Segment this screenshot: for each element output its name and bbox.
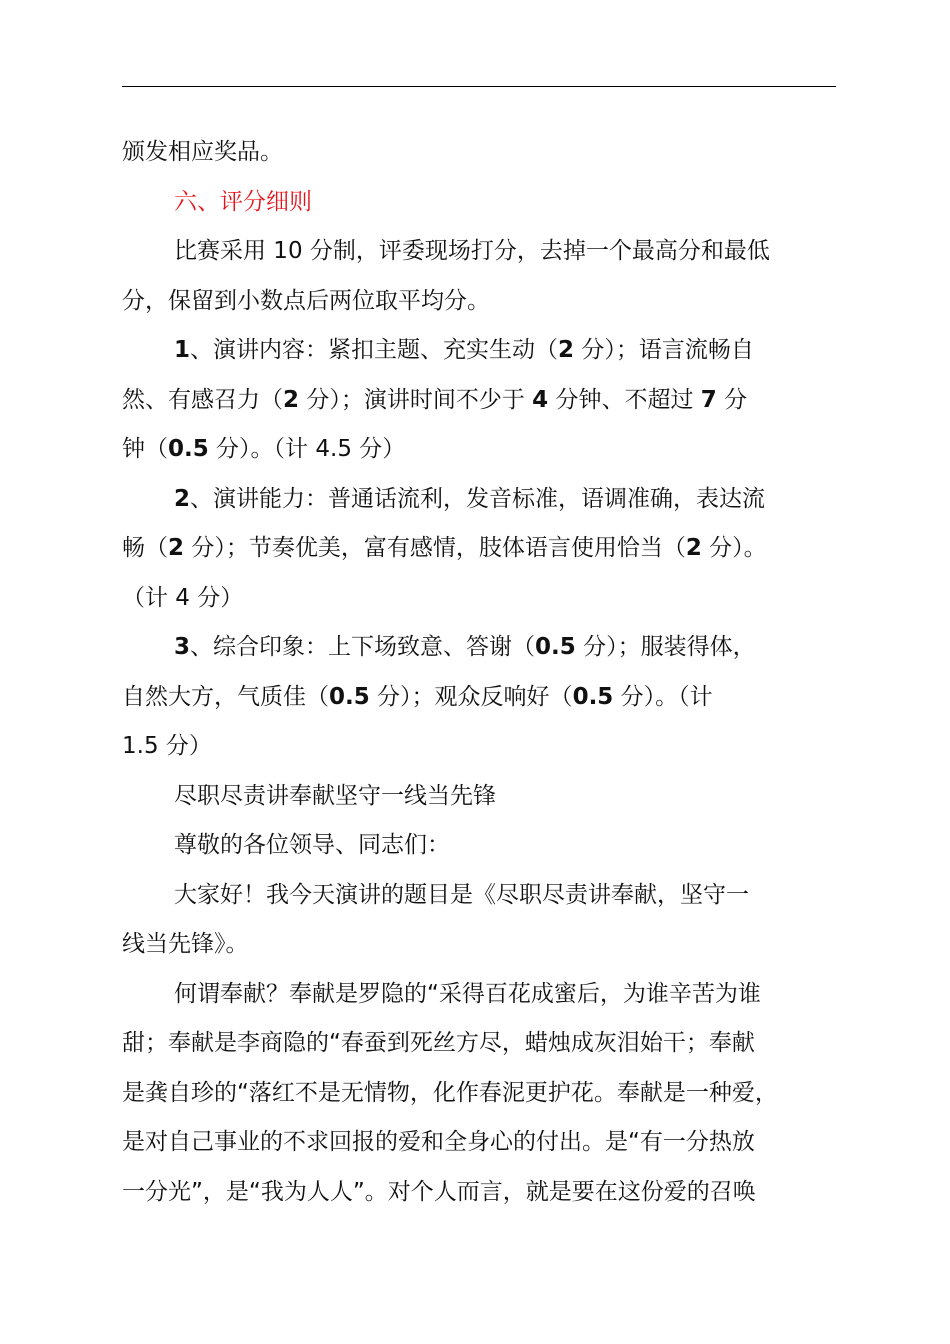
text-line [122,524,842,574]
text-line: 比赛采用 10 分制，评委现场打分，去掉一个最高分和最低 [174,238,770,264]
text-run: 分）；语言流畅自 [574,337,754,363]
text-run: 分）。 [701,535,767,561]
text-run: 分）；服装得体， [575,634,756,660]
text-line: （计 4 分） [122,584,244,611]
section-heading-text: 六、评分细则 [174,188,312,215]
score-value: 2 [283,386,300,413]
text-run: 钟（ [122,436,168,462]
text-run: 分）；观众反响好（ [369,683,573,710]
text-line: 大家好！我今天演讲的题目是《尽职尽责讲奉献，坚守一 [174,881,749,908]
text-run: 分）；节奏优美，富有感情，肢体语言使用恰当（ [184,535,686,561]
speech-greeting [122,821,842,871]
text-run: 分）；演讲时间不少于 [299,386,533,413]
criterion-3 [122,623,842,772]
section-heading [122,178,842,228]
text-line [122,425,842,475]
minutes-value: 7 [700,386,717,413]
text-run: 分）。（计 [613,683,713,710]
text-run: 然、有感召力（ [122,386,283,413]
text-run: 分 [716,386,748,413]
speech-title [122,772,842,822]
text-line [122,623,842,673]
criterion-number: 2 [174,485,191,512]
score-value: 2 [685,535,702,561]
text-line [122,326,842,376]
score-value: 0.5 [168,436,209,462]
text-line: 甜；奉献是李商隐的“春蚕到死丝方尽，蜡烛成灰泪始干；奉献 [122,1030,755,1056]
score-value: 0.5 [329,683,370,710]
text-line: 尽职尽责讲奉献坚守一线当先锋 [174,782,496,809]
score-value: 2 [558,337,575,363]
criterion-number: 3 [174,634,191,660]
text-line: 1.5 分） [122,733,212,759]
criterion-number: 1 [174,337,191,363]
text-run: 分）。（计 4.5 分） [208,436,406,462]
text-line: 是龚自珍的“落红不是无情物，化作春泥更护花。奉献是一种爱， [122,1079,778,1106]
text-line: 尊敬的各位领导、同志们： [174,832,450,858]
text-line [122,673,842,723]
text-line [122,475,842,525]
text-run: 畅（ [122,535,168,561]
score-value: 2 [168,535,185,561]
text-run: 、演讲能力：普通话流利，发音标准，语调准确，表达流 [190,485,766,512]
criterion-2 [122,475,842,624]
text-run: 、演讲内容：紧扣主题、充实生动（ [190,337,559,363]
text-line: 线当先锋》。 [122,931,249,957]
speech-paragraph-1 [122,871,842,970]
text-line: 何谓奉献？奉献是罗隐的“采得百花成蜜后，为谁辛苦为谁 [174,980,761,1007]
text-line: 分，保留到小数点后两位取平均分。 [122,287,490,314]
text-run: 分钟、不超过 [548,386,701,413]
text-run: 、综合印象：上下场致意、答谢（ [190,634,536,660]
document-body [122,128,842,1217]
text-line: 一分光”，是“我为人人”。对个人而言，就是要在这份爱的召唤 [122,1178,756,1205]
text-line [122,376,842,426]
text-line: 颁发相应奖品。 [122,139,283,165]
criterion-1 [122,326,842,475]
header-rule [122,86,836,87]
speech-paragraph-2 [122,970,842,1218]
text-run: 自然大方，气质佳（ [122,683,329,710]
scoring-intro [122,227,842,326]
award-line [122,128,842,178]
score-value: 0.5 [535,634,576,660]
score-value: 0.5 [572,683,614,710]
text-line: 是对自己事业的不求回报的爱和全身心的付出。是“有一分热放 [122,1129,755,1155]
minutes-value: 4 [532,386,549,413]
